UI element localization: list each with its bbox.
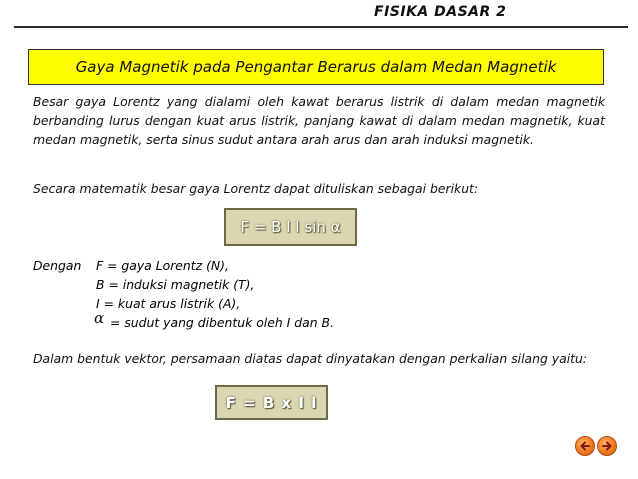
definition-current: I = kuat arus listrik (A), (96, 296, 241, 311)
formula-lorentz-vector-text: F = B x I l (225, 393, 318, 412)
definitions-intro: Dengan (33, 258, 82, 273)
definition-force: F = gaya Lorentz (N), (96, 258, 229, 273)
previous-slide-button[interactable] (575, 436, 595, 456)
header-title: FISIKA DASAR 2 (374, 4, 507, 20)
definition-angle: = sudut yang dibentuk oleh I dan B. (110, 315, 334, 330)
formula-lorentz-scalar (224, 208, 357, 246)
header-divider (14, 26, 628, 28)
definition-magnetic-induction: B = induksi magnetik (T), (96, 277, 255, 292)
paragraph-vector-form: Dalam bentuk vektor, persamaan diatas dapat dinyatakan dengan perkalian silang yaitu: (33, 351, 588, 366)
arrow-left-icon (578, 439, 592, 453)
paragraph-lorentz-description: Besar gaya Lorentz yang dialami oleh kawat berarus listrik di dalam medan magnetik berbanding lurus dengan kuat arus listrik, panjang kawat di dalam medan magnetik, kuat medan magnetik, serta sinus sudut antara arah arus dan arah induksi magnetik. (33, 94, 605, 147)
formula-lorentz-vector (215, 385, 328, 420)
arrow-right-icon (600, 439, 614, 453)
formula-lorentz-scalar-text: F = B I l sin α (240, 218, 341, 236)
slide-title: Gaya Magnetik pada Pengantar Berarus dalam Medan Magnetik (28, 49, 604, 85)
paragraph-math-intro: Secara matematik besar gaya Lorentz dapat dituliskan sebagai berikut: (33, 181, 479, 196)
alpha-symbol: α (94, 309, 105, 327)
next-slide-button[interactable] (597, 436, 617, 456)
